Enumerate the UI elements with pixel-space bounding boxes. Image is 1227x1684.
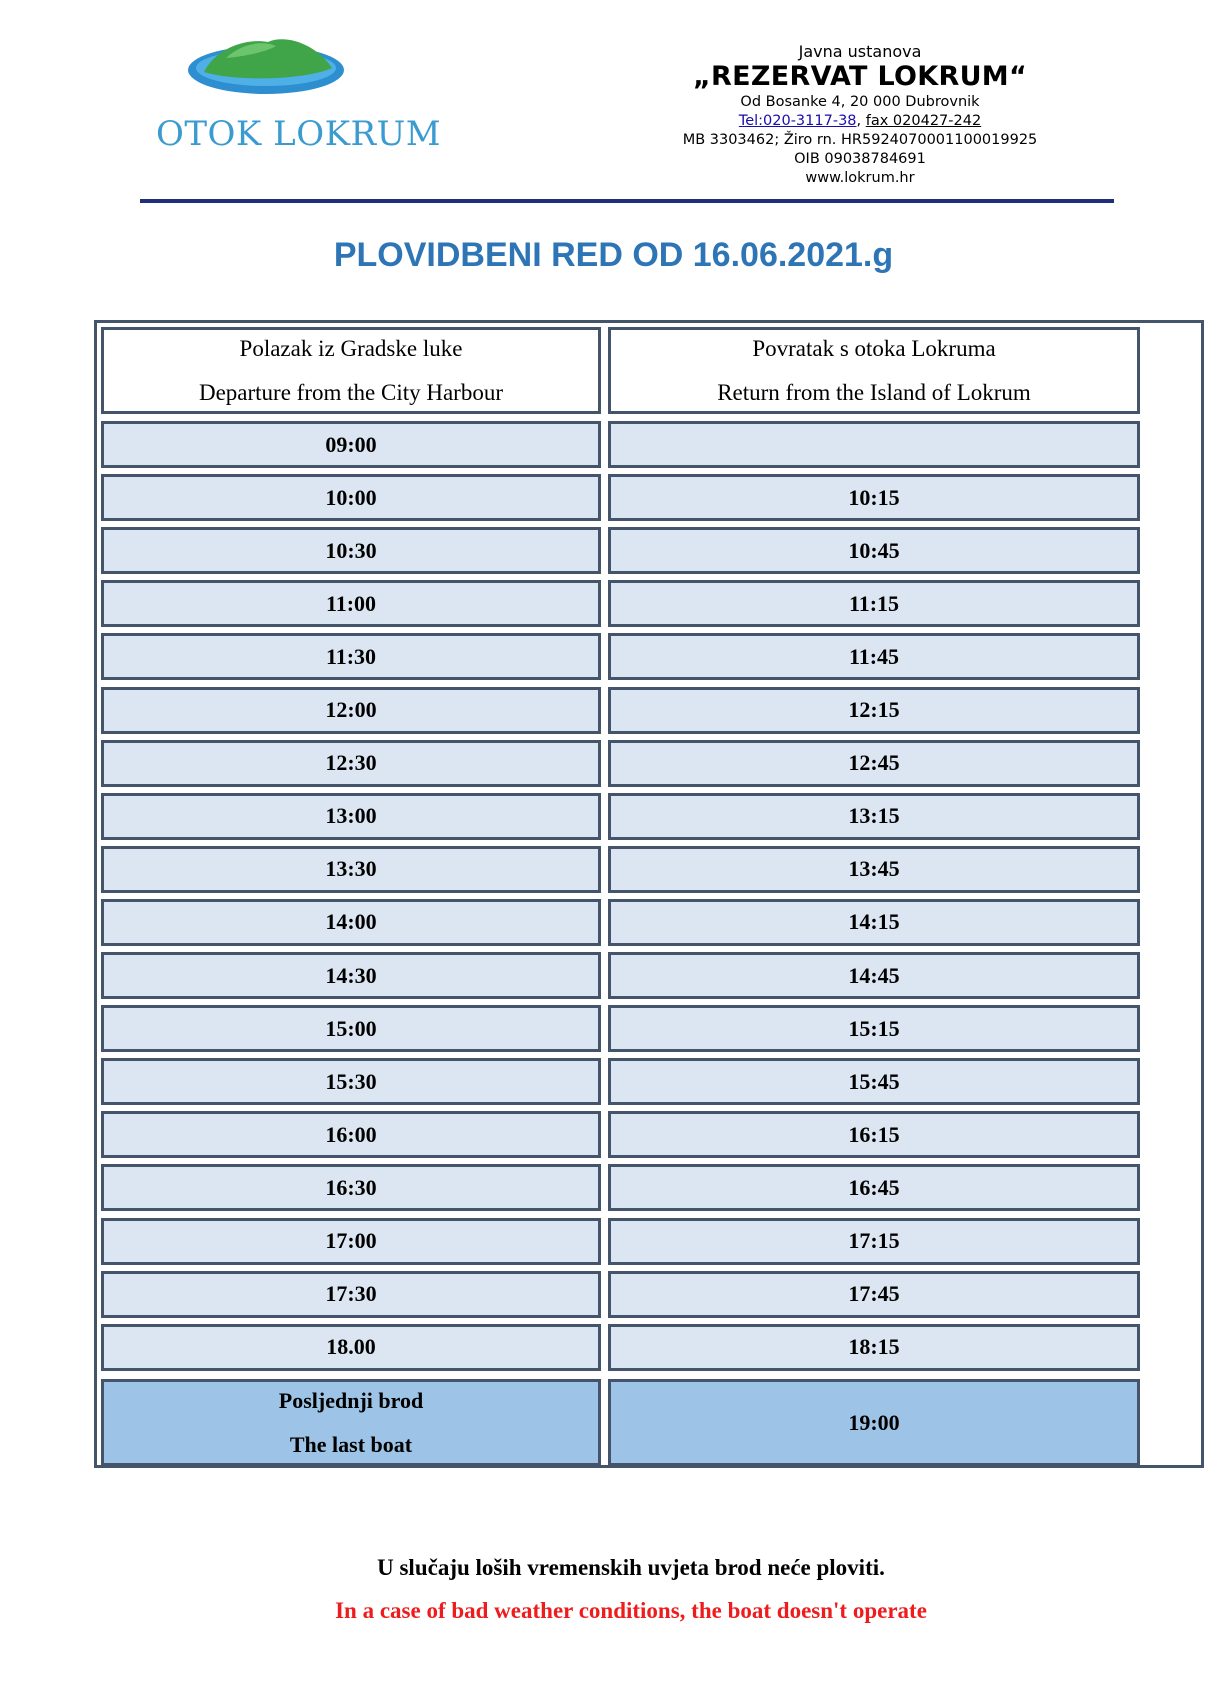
last-boat-en: The last boat: [289, 1431, 413, 1457]
org-address: Od Bosanke 4, 20 000 Dubrovnik: [740, 94, 980, 110]
departure-time-cell: 12:00: [101, 687, 601, 734]
return-time-cell: 12:15: [608, 687, 1140, 734]
return-time-cell: 17:15: [608, 1218, 1140, 1265]
return-time-cell: 13:45: [608, 846, 1140, 893]
last-boat-return-time: 19:00: [848, 1409, 900, 1435]
last-boat-hr: Posljednji brod: [278, 1387, 424, 1413]
departure-time-cell: 10:00: [101, 474, 601, 521]
org-name: „REZERVAT LOKRUM“: [692, 61, 1028, 92]
return-time-cell: 15:45: [608, 1058, 1140, 1105]
departure-time-cell: 15:00: [101, 1005, 601, 1052]
org-website: www.lokrum.hr: [805, 170, 915, 186]
page-title: PLOVIDBENI RED OD 16.06.2021.g: [333, 236, 894, 274]
return-time-cell: [608, 421, 1140, 468]
weather-note-en: In a case of bad weather conditions, the boat doesn't operate: [335, 1598, 927, 1623]
departure-time-cell: 13:30: [101, 846, 601, 893]
phone-link[interactable]: Tel:020-3117-38: [738, 113, 857, 129]
header-divider: [140, 199, 1114, 203]
org-registry: MB 3303462; Žiro rn. HR5924070001100019925: [682, 132, 1038, 148]
logo-text: OTOK LOKRUM: [156, 114, 442, 154]
organization-info: [640, 42, 1080, 188]
return-time-cell: 14:45: [608, 952, 1140, 999]
departure-header-hr: Polazak iz Gradske luke: [239, 335, 463, 361]
return-header-en: Return from the Island of Lokrum: [717, 379, 1031, 405]
last-boat-label: [101, 1379, 601, 1466]
island-logo-icon: [186, 28, 346, 98]
departure-time-cell: 11:30: [101, 633, 601, 680]
org-contact: [640, 112, 1080, 131]
departure-time-cell: 10:30: [101, 527, 601, 574]
departure-time-cell: 09:00: [101, 421, 601, 468]
contact-separator: ,: [856, 113, 866, 129]
return-time-cell: 11:15: [608, 580, 1140, 627]
return-time-cell: 15:15: [608, 1005, 1140, 1052]
return-time-cell: 13:15: [608, 793, 1140, 840]
return-time-cell: 17:45: [608, 1271, 1140, 1318]
org-type: Javna ustanova: [798, 42, 922, 61]
return-time-cell: 18:15: [608, 1324, 1140, 1371]
return-time-cell: 10:45: [608, 527, 1140, 574]
departure-time-cell: 17:00: [101, 1218, 601, 1265]
return-time-cell: 14:15: [608, 899, 1140, 946]
departure-time-cell: 12:30: [101, 740, 601, 787]
departure-time-cell: 11:00: [101, 580, 601, 627]
return-header: [608, 327, 1140, 414]
departure-header: [101, 327, 601, 414]
return-time-cell: 16:45: [608, 1164, 1140, 1211]
last-boat-return: [608, 1379, 1140, 1466]
org-oib: OIB 09038784691: [794, 151, 926, 167]
weather-note-hr: U slučaju loših vremenskih uvjeta brod neće ploviti.: [377, 1555, 885, 1580]
departure-time-cell: 15:30: [101, 1058, 601, 1105]
departure-time-cell: 18.00: [101, 1324, 601, 1371]
fax-number: fax 020427-242: [865, 113, 982, 129]
departure-time-cell: 16:30: [101, 1164, 601, 1211]
departure-time-cell: 13:00: [101, 793, 601, 840]
departure-header-en: Departure from the City Harbour: [198, 379, 503, 405]
return-time-cell: 12:45: [608, 740, 1140, 787]
departure-time-cell: 16:00: [101, 1111, 601, 1158]
return-time-cell: 10:15: [608, 474, 1140, 521]
departure-time-cell: 14:00: [101, 899, 601, 946]
departure-time-cell: 17:30: [101, 1271, 601, 1318]
return-time-cell: 11:45: [608, 633, 1140, 680]
return-header-hr: Povratak s otoka Lokruma: [752, 335, 996, 361]
departure-time-cell: 14:30: [101, 952, 601, 999]
timetable: [94, 320, 1204, 1468]
logo: [150, 28, 442, 158]
return-time-cell: 16:15: [608, 1111, 1140, 1158]
